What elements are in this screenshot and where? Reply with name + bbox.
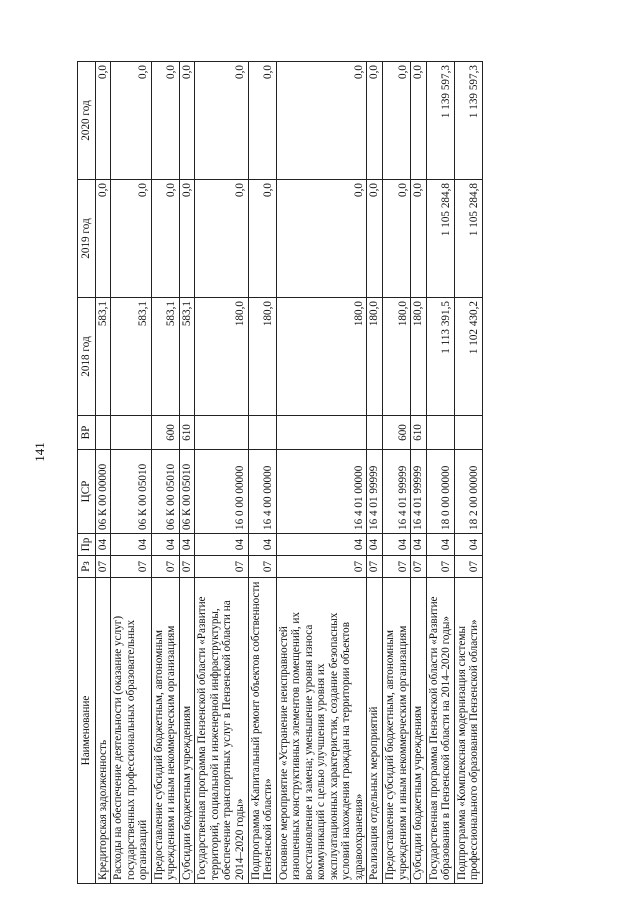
cell-rz: 07 [276,556,367,578]
cell-y2018: 180,0 [248,298,276,416]
cell-pr: 04 [95,534,111,556]
cell-y2018: 583,1 [95,298,111,416]
cell-y2018: 180,0 [195,298,248,416]
cell-y2020: 0,0 [179,62,195,180]
cell-csr: 16 4 01 99999 [383,450,411,534]
cell-name: Субсидии бюджетным учреждениям [179,578,195,884]
cell-pr: 04 [383,534,411,556]
cell-y2018: 180,0 [383,298,411,416]
cell-name: Кредиторская задолженность [95,578,111,884]
cell-name: Предоставление субсидий бюджетным, автономным учреждениям и иным некоммерческим организациям [383,578,411,884]
cell-name: Реализация отдельных мероприятий [367,578,383,884]
cell-vr [95,416,111,450]
cell-vr: 600 [383,416,411,450]
header-vr: ВР [78,416,96,450]
cell-y2019: 0,0 [276,180,367,298]
cell-y2019: 0,0 [411,180,427,298]
cell-name: Подпрограмма «Капитальный ремонт объектов собственности Пензенской области» [248,578,276,884]
cell-csr: 18 2 00 00000 [454,450,482,534]
table-row [367,62,383,884]
header-csr: ЦСР [78,450,96,534]
cell-vr [248,416,276,450]
cell-y2019: 1 105 284,8 [426,180,454,298]
cell-rz: 07 [383,556,411,578]
cell-name: Подпрограмма «Комплексная модернизация системы профессионального образования Пензенской области» [454,578,482,884]
cell-y2020: 1 139 597,3 [454,62,482,180]
cell-vr [111,416,152,450]
cell-rz: 07 [411,556,427,578]
table-row [426,62,454,884]
header-2018: 2018 год [78,298,96,416]
cell-name: Расходы на обеспечение деятельности (оказание услуг) государственных профессиональных образовательных организаций [111,578,152,884]
cell-vr [454,416,482,450]
cell-pr: 04 [195,534,248,556]
cell-vr [426,416,454,450]
cell-name: Основное мероприятие «Устранение неисправностей изношенных конструктивных элементов помещений, их восстановление и замена; уменьшение уровня износа коммуникаций с целью улучшения уровня их эксплуатационных характеристик, создание безопасных условий нахождения граждан на территории объектов здравоохранения» [276,578,367,884]
page-number: 141 [32,442,47,462]
cell-name: Субсидии бюджетным учреждениям [411,578,427,884]
cell-y2018: 1 102 430,2 [454,298,482,416]
cell-y2019: 0,0 [248,180,276,298]
cell-y2018: 180,0 [276,298,367,416]
cell-pr: 04 [276,534,367,556]
cell-y2020: 0,0 [111,62,152,180]
cell-name: Предоставление субсидий бюджетным, автономным учреждениям и иным некоммерческим организациям [151,578,179,884]
cell-vr: 600 [151,416,179,450]
cell-y2018: 583,1 [111,298,152,416]
table-row [276,62,367,884]
cell-y2019: 0,0 [95,180,111,298]
cell-pr: 04 [248,534,276,556]
table-row [111,62,152,884]
cell-rz: 07 [195,556,248,578]
cell-rz: 07 [367,556,383,578]
cell-y2018: 583,1 [179,298,195,416]
cell-y2018: 180,0 [367,298,383,416]
table-row [248,62,276,884]
cell-y2019: 1 105 284,8 [454,180,482,298]
cell-rz: 07 [179,556,195,578]
cell-pr: 04 [454,534,482,556]
cell-y2020: 0,0 [248,62,276,180]
cell-name: Государственная программа Пензенской области «Развитие территорий, социальной и инженерной инфраструктуры, обеспечение транспортных услуг в Пензенской области на 2014–2020 годы» [195,578,248,884]
header-pr: Пр [78,534,96,556]
table-row [195,62,248,884]
table-row [383,62,411,884]
cell-pr: 04 [426,534,454,556]
header-name: Наименование [78,578,96,884]
cell-y2020: 0,0 [95,62,111,180]
table-row [151,62,179,884]
header-2020: 2020 год [78,62,96,180]
cell-y2020: 0,0 [367,62,383,180]
cell-vr [195,416,248,450]
cell-y2020: 0,0 [383,62,411,180]
table-row [454,62,482,884]
cell-y2019: 0,0 [383,180,411,298]
cell-y2019: 0,0 [195,180,248,298]
cell-rz: 07 [151,556,179,578]
cell-csr: 16 4 01 99999 [411,450,427,534]
header-rz: Рз [78,556,96,578]
cell-pr: 04 [367,534,383,556]
cell-pr: 04 [111,534,152,556]
cell-rz: 07 [111,556,152,578]
cell-y2020: 0,0 [276,62,367,180]
cell-y2019: 0,0 [179,180,195,298]
cell-rz: 07 [454,556,482,578]
rotated-budget-table-container [77,62,525,884]
cell-vr [367,416,383,450]
budget-table [77,61,483,884]
cell-csr: 06 К 00 05010 [111,450,152,534]
cell-csr: 16 4 00 00000 [248,450,276,534]
cell-rz: 07 [248,556,276,578]
table-body [95,62,482,884]
cell-vr: 610 [411,416,427,450]
cell-y2019: 0,0 [111,180,152,298]
cell-csr: 16 0 00 00000 [195,450,248,534]
table-row [95,62,111,884]
cell-y2020: 0,0 [411,62,427,180]
cell-rz: 07 [95,556,111,578]
cell-csr: 06 К 00 00000 [95,450,111,534]
cell-csr: 16 4 01 99999 [367,450,383,534]
cell-vr: 610 [179,416,195,450]
cell-y2020: 0,0 [195,62,248,180]
cell-rz: 07 [426,556,454,578]
table-row [411,62,427,884]
cell-name: Государственная программа Пензенской области «Развитие образования в Пензенской области на 2014–2020 годы» [426,578,454,884]
cell-csr: 06 К 00 05010 [151,450,179,534]
cell-csr: 18 0 00 00000 [426,450,454,534]
cell-y2019: 0,0 [151,180,179,298]
cell-y2018: 583,1 [151,298,179,416]
cell-y2020: 0,0 [151,62,179,180]
table-row [179,62,195,884]
cell-y2019: 0,0 [367,180,383,298]
cell-pr: 04 [151,534,179,556]
header-2019: 2019 год [78,180,96,298]
cell-pr: 04 [179,534,195,556]
cell-y2018: 180,0 [411,298,427,416]
cell-csr: 06 К 00 05010 [179,450,195,534]
cell-csr: 16 4 01 00000 [276,450,367,534]
cell-pr: 04 [411,534,427,556]
cell-y2018: 1 113 391,5 [426,298,454,416]
cell-y2020: 1 139 597,3 [426,62,454,180]
header-row [78,62,96,884]
cell-vr [276,416,367,450]
